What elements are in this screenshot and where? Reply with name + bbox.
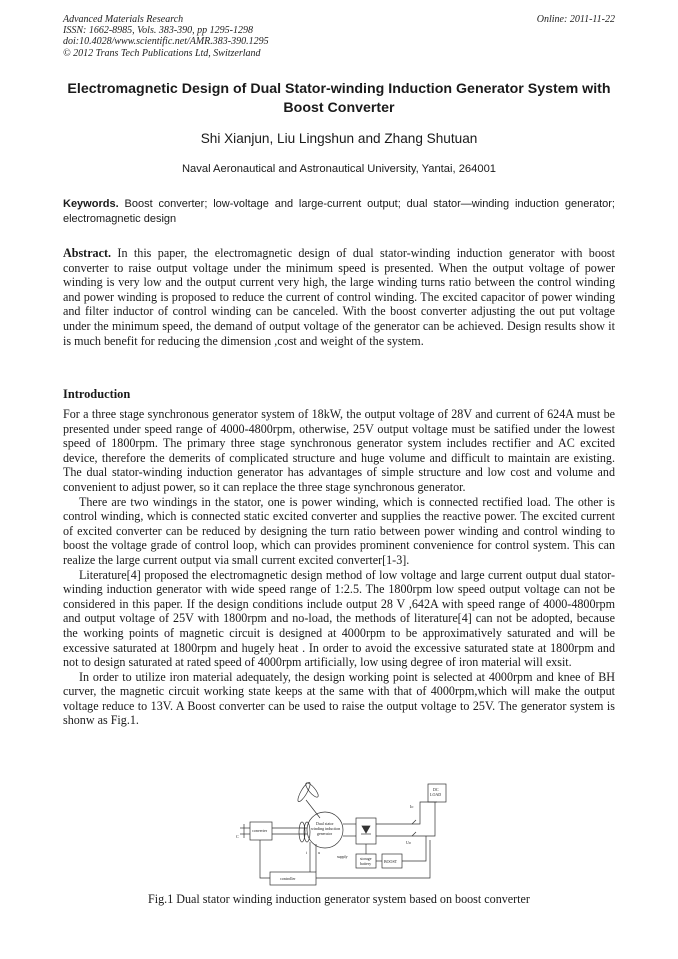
boost-label: BOOST: [384, 859, 398, 864]
copyright-line: © 2012 Trans Tech Publications Ltd, Switzerland: [63, 47, 261, 59]
io-label: Io: [410, 804, 414, 809]
intro-paragraph: In order to utilize iron material adequately, the design working point is selected at 4000rpm and knee of BH curver, the magnetic circuit working state keeps at the same with that of 4000rpm,which will make the output voltage reduce to 13V. A Boost converter can be used to raise the output voltage to 25V. The generator system is shonw as Fig.1.: [63, 669, 615, 728]
section-heading-introduction: Introduction: [63, 387, 131, 401]
uo-label: Uo: [406, 840, 411, 845]
journal-name: Advanced Materials Research: [63, 14, 184, 25]
controller-label: controller: [280, 876, 296, 881]
keywords: [63, 197, 615, 227]
dc-load-label: DC: [433, 787, 439, 792]
keywords-text: Boost converter; low-voltage and large-current output; dual stator—winding induction generator; electromagnetic design: [63, 198, 615, 225]
voltage-label: u: [318, 850, 320, 855]
storage-label: storage: [360, 856, 372, 861]
figure-caption: Fig.1 Dual stator winding induction generator system based on boost converter: [148, 892, 530, 906]
doi-line: doi:10.4028/www.scientific.net/AMR.383-390.1295: [63, 36, 269, 48]
online-date: Online: 2011-11-22: [536, 14, 615, 25]
intro-paragraph: Literature[4] proposed the electromagnetic design method of low voltage and large current output dual stator-winding induction generator with wide speed range of 1:2.5. The 1800rpm low speed output voltage can not be considered in this paper. If the design conditions include output 28 V ,642A with speed range of 4000-4800rpm and output voltage of 25V with 1800rpm and no-load, the methods of literature[4] can not be adopted, because the working points of magnetic circuit is designed at 4000rpm to be approximatively saturated and will be excessive saturated at 1800rpm and hugely heat . In order to avoid the excessive saturated state at 1800rpm and not to design saturated at rated speed of 4000rpm artificially, low using degree of iron material will exsit.: [63, 567, 615, 670]
current-label: i: [306, 850, 308, 855]
generator-label: generator: [317, 831, 333, 836]
storage-label: battery: [360, 861, 372, 866]
generator-label: Dual stator: [316, 821, 334, 826]
converter-label: converter: [252, 828, 268, 833]
intro-paragraph: There are two windings in the stator, one is power winding, which is connected rectified load. The other is control winding, which is connected static excited converter and supplies the reactive power. The excited current of excited converter can be reduced by designing the turn ratio between power winding and control winding to boost the voltage grade of control loop, which can provides prominent convenience for control system. This can realize the large current output via small current excited converter[1-3].: [63, 494, 615, 567]
journal-header: [63, 14, 615, 59]
generator-label: winding induction: [311, 826, 341, 831]
capacitor-label: C: [236, 834, 239, 839]
intro-paragraph: For a three stage synchronous generator system of 18kW, the output voltage of 28V and current of 624A must be presented under speed range of 4000-4800rpm, otherwise, 25V output voltage must be satified under the lowest speed of 1800rpm. The primary three stage synchronous generator system includes rectifier and AC excited device, therefore the demerits of complicated structure and huge volume and difficult to maintain are existing. The dual stator-winding induction generator has advantages of simple structure and low cost and volume and convenient to adjust power, so it can replace the three stage synchronous generator.: [63, 407, 615, 494]
supply-label: supply: [337, 854, 348, 859]
abstract-label: Abstract.: [63, 246, 112, 260]
issn-line: ISSN: 1662-8985, Vols. 383-390, pp 1295-1298: [63, 25, 253, 37]
keywords-label: Keywords.: [63, 198, 119, 210]
paper-authors: Shi Xianjun, Liu Lingshun and Zhang Shutuan: [200, 131, 478, 146]
abstract: [63, 246, 615, 348]
dc-load-label: LOAD: [430, 792, 442, 797]
abstract-text: In this paper, the electromagnetic design of dual stator-winding induction generator with boost converter to raise output voltage under the minimum speed is presented. When the output voltage of power winding is very low and the output current very high, the large winding turns ratio between the control winding and power winding is proposed to reduce the current of control winding. The excited capacitor of power winding and filter inductor of control winding can be canceled. With the boost converter adjusting the out put voltage under the minimum speed, the demand of output voltage of the generator can be achieved. Design results show it is much benefit for reducing the dimension ,cost and weight of the system.: [63, 246, 615, 348]
system-diagram-figure: [230, 780, 450, 888]
introduction-body: [63, 407, 615, 728]
paper-title: Electromagnetic Design of Dual Stator-winding Induction Generator System with Boost Converter: [67, 81, 611, 116]
paper-affiliation: Naval Aeronautical and Astronautical University, Yantai, 264001: [181, 163, 497, 175]
